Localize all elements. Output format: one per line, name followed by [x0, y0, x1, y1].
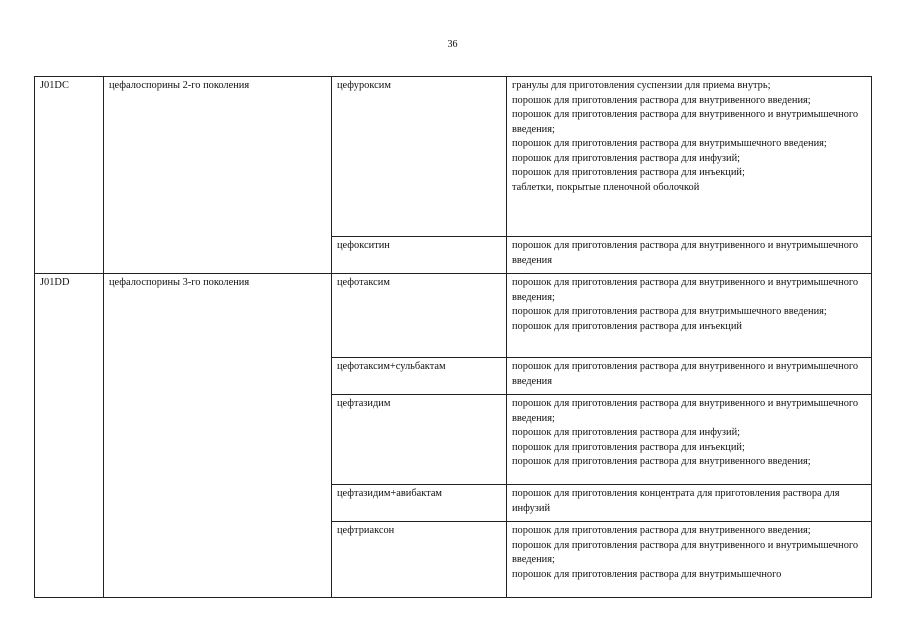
table-row: [35, 77, 872, 237]
drug-name-cell: цефтриаксон: [332, 522, 507, 598]
page-number: 36: [447, 39, 458, 50]
dosage-form: порошок для приготовления раствора для внутримышечного введения;: [512, 138, 827, 149]
dosage-forms-cell: [507, 237, 872, 274]
group-name-cell: цефалоспорины 3-го поколения: [104, 274, 332, 598]
dosage-forms-cell: [507, 77, 872, 237]
dosage-form: порошок для приготовления раствора для внутривенного и внутримышечного введения;: [512, 109, 859, 135]
dosage-form: порошок для приготовления раствора для инъекций;: [512, 167, 745, 178]
dosage-forms-cell: [507, 485, 872, 522]
drug-name-cell: цефотаксим+сульбактам: [332, 358, 507, 395]
dosage-form: порошок для приготовления раствора для внутривенного и внутримышечного введения: [512, 240, 859, 266]
dosage-form: порошок для приготовления раствора для инфузий;: [512, 427, 741, 438]
dosage-form: порошок для приготовления раствора для внутривенного введения;: [512, 456, 811, 467]
dosage-forms-cell: [507, 395, 872, 485]
dosage-form: порошок для приготовления раствора для инфузий;: [512, 152, 741, 164]
drug-name-cell: цефотаксим: [332, 274, 507, 358]
dosage-form: порошок для приготовления раствора для внутривенного введения;: [512, 94, 811, 106]
dosage-form: таблетки, покрытые пленочной оболочкой: [512, 181, 700, 193]
dosage-form: порошок для приготовления раствора для инъекций: [512, 320, 742, 332]
dosage-form: порошок для приготовления раствора для внутривенного и внутримышечного введения;: [512, 277, 859, 303]
dosage-form: порошок для приготовления раствора для внутривенного введения;: [512, 525, 811, 536]
dosage-form: порошок для приготовления раствора для внутримышечного введения;: [512, 306, 827, 317]
drug-name-cell: цефокситин: [332, 237, 507, 274]
dosage-form: порошок для приготовления раствора для внутримышечного: [512, 568, 782, 580]
table-row: [35, 274, 872, 358]
dosage-forms-cell: [507, 274, 872, 358]
dosage-form: порошок для приготовления раствора для инъекций;: [512, 441, 745, 453]
dosage-form: порошок для приготовления раствора для внутривенного и внутримышечного введения;: [512, 539, 859, 565]
drug-name-cell: цефтазидим+авибактам: [332, 485, 507, 522]
group-name-cell: цефалоспорины 2-го поколения: [104, 77, 332, 274]
dosage-forms-cell: [507, 522, 872, 598]
drug-name-cell: цефуроксим: [332, 77, 507, 237]
dosage-form: порошок для приготовления раствора для внутривенного и внутримышечного введения: [512, 361, 859, 387]
dosage-form: порошок для приготовления концентрата для приготовления раствора для инфузий: [512, 488, 840, 514]
dosage-form: порошок для приготовления раствора для внутривенного и внутримышечного введения;: [512, 398, 859, 424]
drug-name-cell: цефтазидим: [332, 395, 507, 485]
dosage-form: гранулы для приготовления суспензии для приема внутрь;: [512, 80, 771, 91]
dosage-forms-cell: [507, 358, 872, 395]
atc-code-cell: J01DC: [35, 77, 104, 274]
atc-code-cell: J01DD: [35, 274, 104, 598]
medicines-table: [34, 76, 872, 598]
